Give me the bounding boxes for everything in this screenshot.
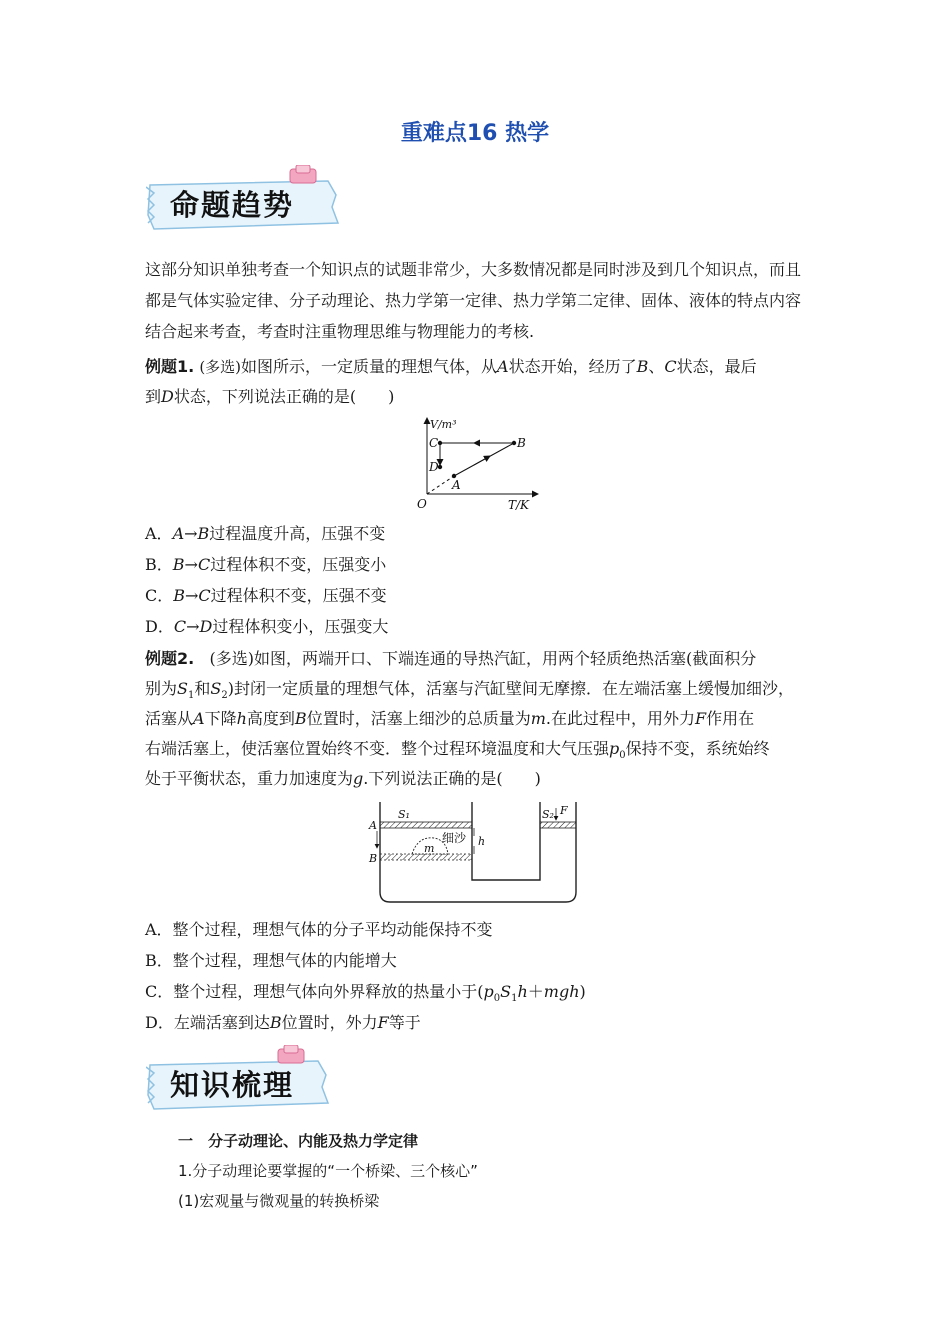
option-arrow: → bbox=[185, 586, 199, 605]
label-a: A bbox=[452, 478, 461, 492]
example2-text: 位置时，活塞上细沙的总质量为 bbox=[306, 709, 531, 728]
cylinder-figure bbox=[366, 800, 580, 906]
extension-line bbox=[427, 476, 454, 494]
example2-text: 下降 bbox=[204, 709, 237, 728]
label-h: h bbox=[478, 835, 486, 848]
example2-text: 保持不变，系统始终 bbox=[625, 739, 770, 758]
example2-label: 例题2. bbox=[145, 649, 195, 668]
var-h: h bbox=[236, 709, 247, 728]
option-to: B bbox=[197, 524, 210, 543]
label-m: m bbox=[424, 842, 435, 855]
var-m: m bbox=[530, 709, 546, 728]
example2-option-b: B．整个过程，理想气体的内能增大 bbox=[145, 951, 397, 970]
subscript: 2 bbox=[221, 690, 228, 702]
option-letter: D． bbox=[145, 617, 174, 636]
var-s: S bbox=[500, 982, 512, 1001]
label-s2: S₂ bbox=[542, 808, 554, 821]
example2-text: 处于平衡状态，重力加速度为 bbox=[145, 769, 354, 788]
intro-paragraph: 这部分知识单独考查一个知识点的试题非常少，大多数情况都是同时涉及到几个知识点，而且都是气体实验定律、分子动理论、热力学第一定律、热力学第二定律、固体、液体的特点内容结合起来考查，考查时注重物理思维与物理能力的考核. bbox=[145, 260, 802, 341]
option-from: A bbox=[172, 524, 185, 543]
example1-line2 bbox=[145, 385, 394, 409]
option-to: C bbox=[197, 555, 211, 574]
example2-text: 别为 bbox=[145, 679, 178, 698]
var-f: F bbox=[694, 709, 707, 728]
var-h: h bbox=[517, 982, 528, 1001]
example2-option-a: A．整个过程，理想气体的分子平均动能保持不变 bbox=[145, 920, 493, 939]
option-text: 等于 bbox=[388, 1013, 421, 1032]
var-a: A bbox=[193, 709, 205, 728]
option-to: C bbox=[198, 586, 211, 605]
example2-option-c bbox=[145, 980, 586, 1011]
state-a: A bbox=[497, 357, 509, 376]
knowledge-point-1: 1.分子动理论要掌握的“一个桥梁、三个核心” bbox=[178, 1162, 478, 1180]
example1-option-a bbox=[145, 522, 385, 546]
separator: 、 bbox=[648, 357, 665, 376]
plus-sign: ＋ bbox=[527, 982, 544, 1001]
example1-text: 状态开始，经历了 bbox=[508, 357, 637, 376]
subscript: 0 bbox=[493, 993, 501, 1005]
option-arrow: → bbox=[186, 617, 200, 636]
state-d: D bbox=[161, 387, 174, 406]
option-letter: C． bbox=[145, 586, 174, 605]
area-s2: S bbox=[210, 679, 222, 698]
banner-title: 命题趋势 bbox=[170, 188, 295, 222]
example1-label: 例题1. bbox=[145, 357, 195, 376]
example1-option-c bbox=[145, 584, 387, 608]
example2-text: 高度到 bbox=[246, 709, 295, 728]
example1-option-d bbox=[145, 615, 388, 639]
example1-option-b bbox=[145, 553, 386, 577]
example2-text: 活塞从 bbox=[145, 709, 194, 728]
option-from: B bbox=[172, 555, 185, 574]
label-sand: 细沙 bbox=[442, 831, 467, 845]
var-f: F bbox=[377, 1013, 389, 1032]
var-b: B bbox=[294, 709, 307, 728]
section-heading: 一 分子动理论、内能及热力学定律 bbox=[178, 1132, 419, 1150]
option-arrow: → bbox=[184, 555, 198, 574]
var-p: p bbox=[609, 739, 620, 758]
var-p: p bbox=[483, 982, 494, 1001]
example1-text: 状态，最后 bbox=[676, 357, 757, 376]
example2-text: .在此过程中，用外力 bbox=[545, 709, 695, 728]
knowledge-point-2: (1)宏观量与微观量的转换桥梁 bbox=[178, 1192, 380, 1210]
vt-graph bbox=[410, 412, 550, 516]
option-text: 过程体积不变，压强不变 bbox=[210, 586, 387, 605]
label-c: C bbox=[429, 436, 439, 450]
section-banner-knowledge bbox=[146, 1045, 346, 1115]
subscript: 1 bbox=[511, 993, 518, 1005]
label-d: D bbox=[429, 460, 439, 474]
example2-line3 bbox=[145, 707, 754, 731]
example1-line1 bbox=[145, 355, 757, 379]
example1-text: 如图所示，一定质量的理想气体，从 bbox=[241, 357, 498, 376]
banner-title: 知识梳理 bbox=[170, 1068, 295, 1102]
example2-text: )封闭一定质量的理想气体，活塞与汽缸壁间无摩擦．在左端活塞上缓慢加细沙， bbox=[227, 679, 794, 698]
example2-option-d bbox=[145, 1011, 421, 1035]
label-f: F bbox=[560, 804, 568, 817]
origin-label: O bbox=[417, 497, 427, 511]
option-letter: A． bbox=[145, 524, 173, 543]
option-to: D bbox=[199, 617, 213, 636]
option-text: ) bbox=[579, 982, 586, 1001]
example2-line2 bbox=[145, 677, 794, 708]
option-text: 位置时，外力 bbox=[281, 1013, 378, 1032]
x-axis-label: T/K bbox=[508, 498, 530, 512]
option-text: 过程温度升高，压强不变 bbox=[209, 524, 386, 543]
option-text: C．整个过程，理想气体向外界释放的热量小于( bbox=[145, 982, 484, 1001]
example1-text: 到 bbox=[145, 387, 162, 406]
point-c bbox=[438, 441, 442, 445]
option-text: D．左端活塞到达 bbox=[145, 1013, 270, 1032]
state-b: B bbox=[636, 357, 649, 376]
y-axis-label: V/m³ bbox=[430, 418, 457, 431]
var-mgh: mgh bbox=[543, 982, 580, 1001]
option-from: B bbox=[173, 586, 186, 605]
example2-text: .下列说法正确的是( ) bbox=[363, 769, 541, 788]
option-from: C bbox=[173, 617, 187, 636]
piston-left-top bbox=[380, 822, 472, 828]
point-b bbox=[512, 441, 516, 445]
subscript: 0 bbox=[619, 750, 626, 762]
option-text: 过程体积变小，压强变大 bbox=[212, 617, 389, 636]
option-arrow: → bbox=[184, 524, 198, 543]
option-text: 过程体积不变，压强变小 bbox=[210, 555, 387, 574]
state-c: C bbox=[664, 357, 677, 376]
label-b: B bbox=[517, 436, 526, 450]
label-b: B bbox=[369, 852, 378, 865]
page-title: 重难点16 热学 bbox=[400, 121, 550, 146]
path-ab-arrow bbox=[474, 456, 490, 465]
example2-text: 右端活塞上，使活塞位置始终不变．整个过程环境温度和大气压强 bbox=[145, 739, 610, 758]
label-a: A bbox=[369, 819, 377, 832]
piston-right bbox=[540, 822, 576, 828]
var-b: B bbox=[269, 1013, 282, 1032]
area-s1: S bbox=[177, 679, 188, 698]
example2-line4 bbox=[145, 737, 770, 768]
example2-text: 和 bbox=[194, 679, 211, 698]
label-s1: S₁ bbox=[398, 808, 410, 821]
option-letter: B． bbox=[145, 555, 173, 574]
example2-text: 作用在 bbox=[706, 709, 755, 728]
example2-line1 bbox=[145, 647, 756, 671]
subscript: 1 bbox=[187, 690, 195, 702]
example1-tag: (多选) bbox=[199, 358, 242, 376]
section-banner-trend bbox=[146, 165, 346, 235]
var-g: g bbox=[353, 769, 364, 788]
example2-text: (多选)如图，两端开口、下端连通的导热汽缸，用两个轻质绝热活塞(截面积分 bbox=[209, 649, 757, 668]
example1-text: 状态，下列说法正确的是( ) bbox=[173, 387, 395, 406]
example2-line5 bbox=[145, 767, 541, 791]
